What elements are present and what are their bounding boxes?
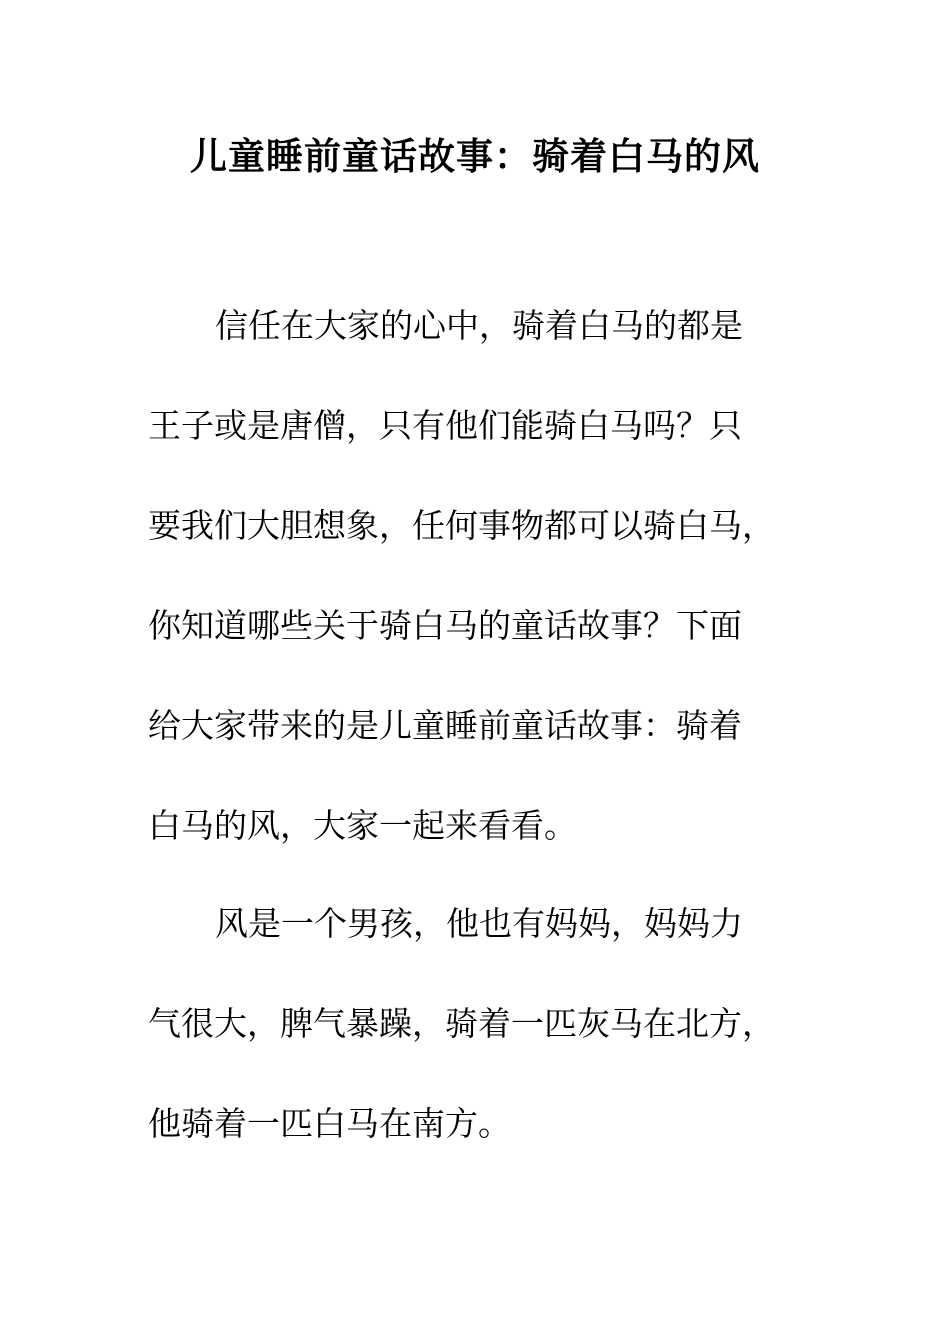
paragraph-line: 他骑着一匹白马在南方。 [148,1104,511,1143]
paragraph-line: 风是一个男孩，他也有妈妈，妈妈力 [215,904,743,943]
paragraph-line: 给大家带来的是儿童睡前童话故事：骑着 [148,706,742,745]
paragraph-line: 要我们大胆想象，任何事物都可以骑白马， [148,506,775,545]
paragraph-line: 气很大，脾气暴躁，骑着一匹灰马在北方， [148,1004,775,1043]
document-title: 儿童睡前童话故事：骑着白马的风 [190,134,760,178]
paragraph-line: 信任在大家的心中，骑着白马的都是 [215,306,743,345]
paragraph-line: 白马的风，大家一起来看看。 [148,806,577,845]
paragraph-line: 王子或是唐僧，只有他们能骑白马吗？只 [148,406,742,445]
paragraph-line: 你知道哪些关于骑白马的童话故事？下面 [148,606,742,645]
